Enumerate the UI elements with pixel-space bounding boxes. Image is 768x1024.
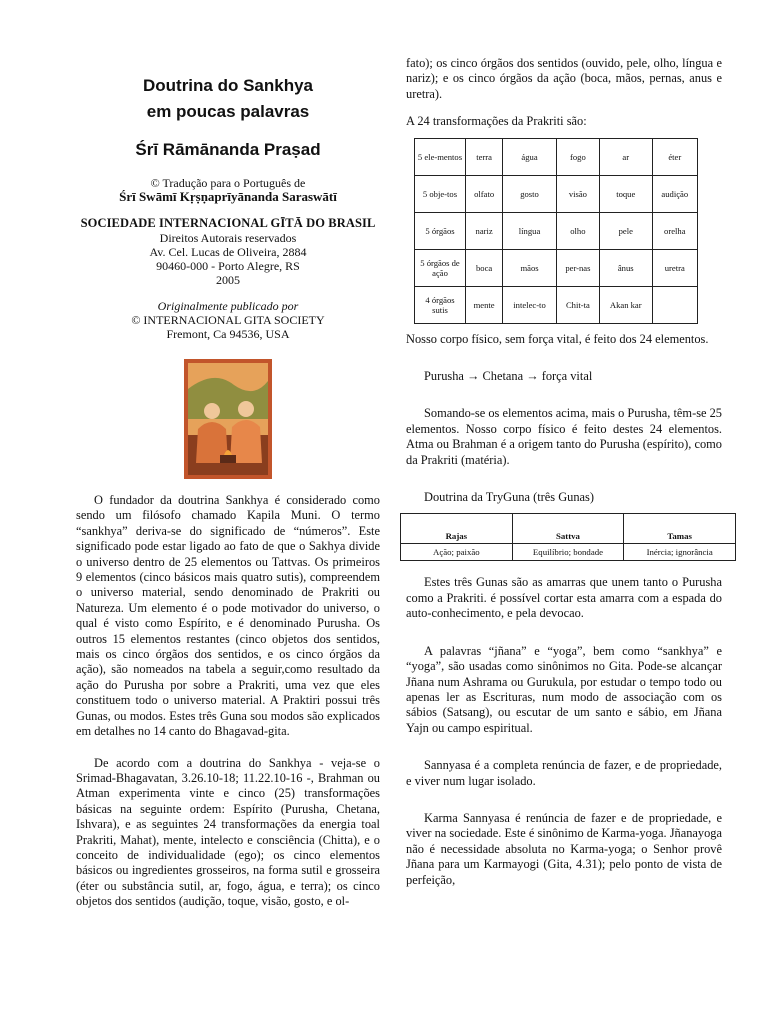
gunas-table (400, 513, 736, 561)
element-cell: toque (599, 175, 652, 212)
element-cell (652, 286, 697, 323)
element-cell: Akan kar (599, 286, 652, 323)
title-line-2: em poucas palavras (146, 102, 310, 121)
element-cell: olfato (466, 175, 503, 212)
transformations-row (415, 249, 698, 286)
right-column (406, 56, 722, 888)
element-cell: mente (466, 286, 503, 323)
paragraph-sum-elements: Somando-se os elementos acima, mais o Purusha, têm-se 25 elementos. Nosso corpo físico é feito destes 24 elementos. Atma ou Brahman é a origem tanto do Purusha (espírito), como da Prakriti (matéria). (406, 406, 723, 467)
translator-name: Śrī Swāmī Kṛṣṇaprīyānanda Saraswātī (119, 189, 337, 204)
element-cell: terra (466, 138, 503, 175)
left-column (76, 70, 380, 910)
address-line-1: Av. Cel. Lucas de Oliveira, 2884 (149, 245, 307, 259)
element-cell: per-nas (556, 249, 599, 286)
guna-quality: Inércia; ignorância (624, 544, 736, 561)
original-publisher-label: Originalmente publicado por (157, 299, 299, 313)
guna-quality: Equilíbrio; bondade (512, 544, 624, 561)
row-label-cell: 5 órgãos (415, 212, 466, 249)
paragraph-karma-sannyasa: Karma Sannyasa é renúncia de fazer e de propriedade, e viver na sociedade. Este é sinônimo de Karma-yoga. Jñanayoga não é necessidade absoluta no Karma-yoga; o Senhor provê Jñana para um Karmayogi (Gita, 4.31); pelo ponto de vista de perfeição, (406, 810, 722, 887)
element-cell: água (503, 138, 557, 175)
transformations-table (414, 138, 698, 324)
element-cell: gosto (503, 175, 557, 212)
guna-name: Rajas (401, 514, 513, 544)
society-name: SOCIEDADE INTERNACIONAL GĪTĀ DO BRASIL (80, 216, 376, 230)
paragraph-sannyasa: Sannyasa é a completa renúncia de fazer, e de propriedade, e viver num lugar isolado. (406, 758, 722, 788)
element-cell: mãos (503, 249, 557, 286)
element-cell: intelec-to (503, 286, 557, 323)
element-cell: Chit-ta (556, 286, 599, 323)
element-cell: boca (466, 249, 503, 286)
row-label-cell: 5 órgãos de ação (415, 249, 466, 286)
element-cell: éter (652, 138, 697, 175)
paragraph-continuation: fato); os cinco órgãos dos sentidos (ouvido, pele, olho, língua e nariz); e os cinco órgãos da ação (boca, mãos, pernas, anus e uretra). (406, 56, 722, 101)
transformations-row (415, 138, 698, 175)
paragraph-jnana-yoga: A palavras “jñana” e “yoga”, bem como “sankhya” e “yoga”, são usadas como sinônimos no Gita. Pode-se alcançar Jñana num Ashrama ou Gurukula, por estudar o tempo todo ou apenas ler as Escrituras, num modo de associação com os sábios (Satsang), ou escutar de um santo e sábio, em Jñana Yajn ou campo espiritual. (406, 643, 722, 735)
paragraph-founder: O fundador da doutrina Sankhya é considerado como sendo um filósofo chamado Kapila Muni. O termo “sankhya” deriva-se do significado de “números”. Este significado pode estar ligado ao fato de que o Sakhya divide o universo dentro de 25 elementos ou Tattvas. Os primeiros 9 elementos (cinco básicos mais quatro sutis), compreendem o universo material, sendo denominado de Prakriti ou Natureza. Um elemento é o pode motivador do universo, o qual é visto como Espírito, e é denominado Purusha. Os outros 15 elementos restantes (cinco objetos dos sentidos, mais os cinco órgãos dos sentidos, e os cinco órgãos da ação), são nomeados na tabela a seguir,como resultado da ação do Purusha por sobre a Prakriti, uma vez que eles constituem todo o universo material. A Praktiri possui três Gunas, ou modos. Estes três Guna sou modos são explicados em detalhes no 14 canto do Bhagavad-gita. (76, 493, 380, 739)
transformations-row (415, 286, 698, 323)
element-cell: fogo (556, 138, 599, 175)
guna-name: Sattva (512, 514, 624, 544)
title-line-1: Doutrina do Sankhya (142, 76, 314, 95)
element-cell: língua (503, 212, 557, 249)
row-label-cell: 5 obje-tos (415, 175, 466, 212)
author-name: Śrī Rāmānanda Praṣad (135, 140, 321, 159)
paragraph-transformations: De acordo com a doutrina do Sankhya - veja-se o Srimad-Bhagavatan, 3.26.10-18; 11.22.10-16 -, Brahman ou Atman experimenta vinte e cinco (25) transformações básicas na seguinte ordem: Espírito (Purusha, Chetana, Ishvara), e as seguintes 24 transformações da energia toal Prakriti, Mahat), mente, intelecto e consciência (Chitta), e o conceito de individualidade (ego); os cinco elementos básicos ou ingredientes grosseiros, na forma sutil e grosseira (éter ou substância sutil, ar, fogo, água, e terra); os cinco objetos dos sentidos (audição, toque, visão, gosto, e ol- (76, 755, 380, 909)
element-cell: olho (556, 212, 599, 249)
element-cell: ânus (599, 249, 652, 286)
element-cell: visão (556, 175, 599, 212)
element-cell: pele (599, 212, 652, 249)
element-cell: audição (652, 175, 697, 212)
transformations-row (415, 175, 698, 212)
paragraph-gunas-bonds: Estes três Gunas são as amarras que unem tanto o Purusha como a Prakriti. é possível cortar esta amarra com a espada do auto-conhecimento, e pela devocao. (406, 575, 722, 621)
row-label-cell: 4 órgãos sutis (415, 286, 466, 323)
rights-notice: Direitos Autorais reservados (159, 231, 297, 245)
element-cell: uretra (652, 249, 697, 286)
element-cell: orelha (652, 212, 697, 249)
publication-year: 2005 (216, 273, 240, 287)
element-cell: ar (599, 138, 652, 175)
element-cell: nariz (466, 212, 503, 249)
translation-credit: © Tradução para o Português de (150, 176, 306, 190)
paragraph-physical-body: Nosso corpo físico, sem força vital, é feito dos 24 elementos. (406, 331, 709, 346)
transformations-row (415, 212, 698, 249)
address-line-2: 90460-000 - Porto Alegre, RS (156, 259, 300, 273)
guna-quality: Ação; paixão (401, 544, 513, 561)
original-society: © INTERNACIONAL GITA SOCIETY (131, 313, 325, 327)
guna-name: Tamas (624, 514, 736, 544)
paragraph-purusha-chain: Purusha → Chetana → força vital (424, 369, 593, 384)
sages-illustration (184, 359, 272, 479)
table-caption: A 24 transformações da Prakriti são: (406, 114, 587, 129)
original-city: Fremont, Ca 94536, USA (166, 327, 290, 341)
row-label-cell: 5 ele-mentos (415, 138, 466, 175)
paragraph-tryguna-caption: Doutrina da TryGuna (três Gunas) (424, 490, 595, 505)
